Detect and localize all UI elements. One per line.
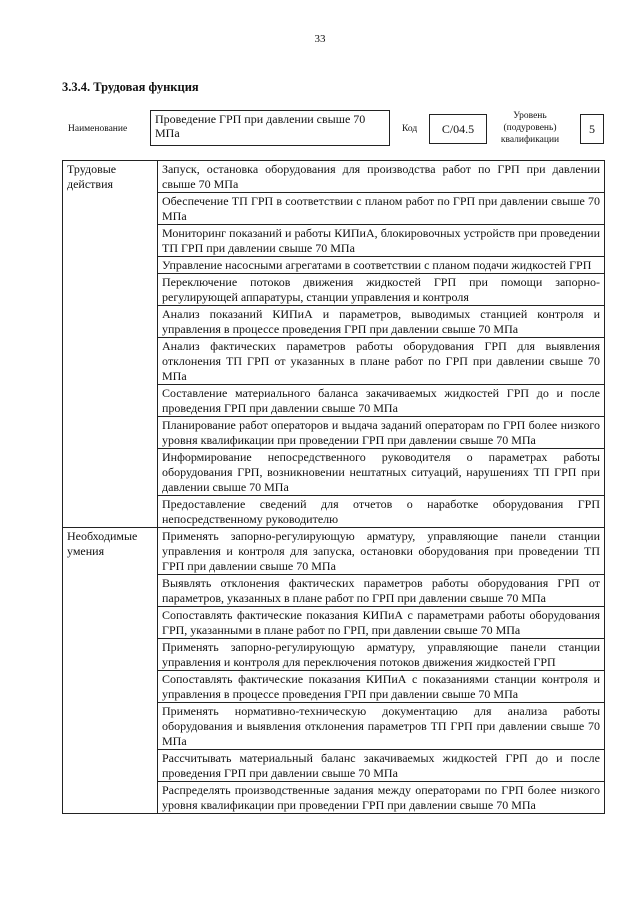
table-cell-item: Применять запорно-регулирующую арматуру, управляющие панели станции управления и контроля для переключения потоков движения жидкостей ГРП xyxy=(158,639,605,671)
section-category: Трудовые действия xyxy=(63,161,158,528)
section-category: Необходимые умения xyxy=(63,528,158,814)
table-cell-item: Запуск, остановка оборудования для производства работ по ГРП при давлении свыше 70 МПа xyxy=(158,161,605,193)
name-value: Проведение ГРП при давлении свыше 70 МПа xyxy=(150,110,390,146)
table-cell-item: Управление насосными агрегатами в соответствии с планом подачи жидкостей ГРП xyxy=(158,257,605,274)
table-cell-item: Рассчитывать материальный баланс закачиваемых жидкостей ГРП до и после проведения ГРП при давлении свыше 70 МПа xyxy=(158,750,605,782)
table-row xyxy=(63,528,605,575)
function-header xyxy=(0,110,640,148)
table-cell-item: Предоставление сведений для отчетов о наработке оборудования ГРП непосредственному руководителю xyxy=(158,496,605,528)
table-cell-item: Анализ показаний КИПиА и параметров, выводимых станцией контроля и управления в процессе проведения ГРП при давлении свыше 70 МПа xyxy=(158,306,605,338)
table-cell-item: Составление материального баланса закачиваемых жидкостей ГРП до и после проведения ГРП при давлении свыше 70 МПа xyxy=(158,385,605,417)
table-cell-item: Сопоставлять фактические показания КИПиА с параметрами работы оборудования ГРП, указанными в плане работ по ГРП, при давлении свыше 70 МПа xyxy=(158,607,605,639)
table-row xyxy=(63,161,605,193)
code-value: C/04.5 xyxy=(429,114,487,144)
page-number: 33 xyxy=(314,33,326,45)
table-cell-item: Сопоставлять фактические показания КИПиА с показаниями станции контроля и управления в процессе проведения ГРП при давлении свыше 70 МПа xyxy=(158,671,605,703)
code-label: Код xyxy=(402,124,418,134)
table-cell-item: Переключение потоков движения жидкостей ГРП при помощи запорно-регулирующей аппаратуры, станции управления и контроля xyxy=(158,274,605,306)
level-value: 5 xyxy=(580,114,604,144)
table-cell-item: Применять запорно-регулирующую арматуру, управляющие панели станции управления и контроля для запуска, остановки оборудования при проведении ТП ГРП при давлении свыше 70 МПа xyxy=(158,528,605,575)
name-label: Наименование xyxy=(68,124,128,134)
table-cell-item: Мониторинг показаний и работы КИПиА, блокировочных устройств при проведении ТП ГРП при давлении свыше 70 МПа xyxy=(158,225,605,257)
table-cell-item: Информирование непосредственного руководителя о параметрах работы оборудования ГРП, возникновении нештатных ситуаций, нарушениях ТП ГРП при давлении свыше 70 МПа xyxy=(158,449,605,496)
table-cell-item: Обеспечение ТП ГРП в соответствии с планом работ по ГРП при давлении свыше 70 МПа xyxy=(158,193,605,225)
table-cell-item: Распределять производственные задания между операторами по ГРП более низкого уровня квалификации при проведении ГРП при давлении свыше 70 МПа xyxy=(158,782,605,814)
table-cell-item: Выявлять отклонения фактических параметров работы оборудования ГРП от параметров, указанных в плане работ по ГРП при давлении свыше 70 МПа xyxy=(158,575,605,607)
table-cell-item: Анализ фактических параметров работы оборудования ГРП для выявления отклонения ТП ГРП от указанных в плане работ по ГРП при давлении свыше 70 МПа xyxy=(158,338,605,385)
function-table xyxy=(62,160,605,814)
table-cell-item: Планирование работ операторов и выдача заданий операторам по ГРП более низкого уровня квалификации при проведении ГРП при давлении свыше 70 МПа xyxy=(158,417,605,449)
level-label: Уровень (подуровень) квалификации xyxy=(500,111,560,145)
table-cell-item: Применять нормативно-техническую документацию для анализа работы оборудования и выявления отклонения параметров ТП ГРП при давлении свыше 70 МПа xyxy=(158,703,605,750)
section-title: 3.3.4. Трудовая функция xyxy=(62,80,199,94)
